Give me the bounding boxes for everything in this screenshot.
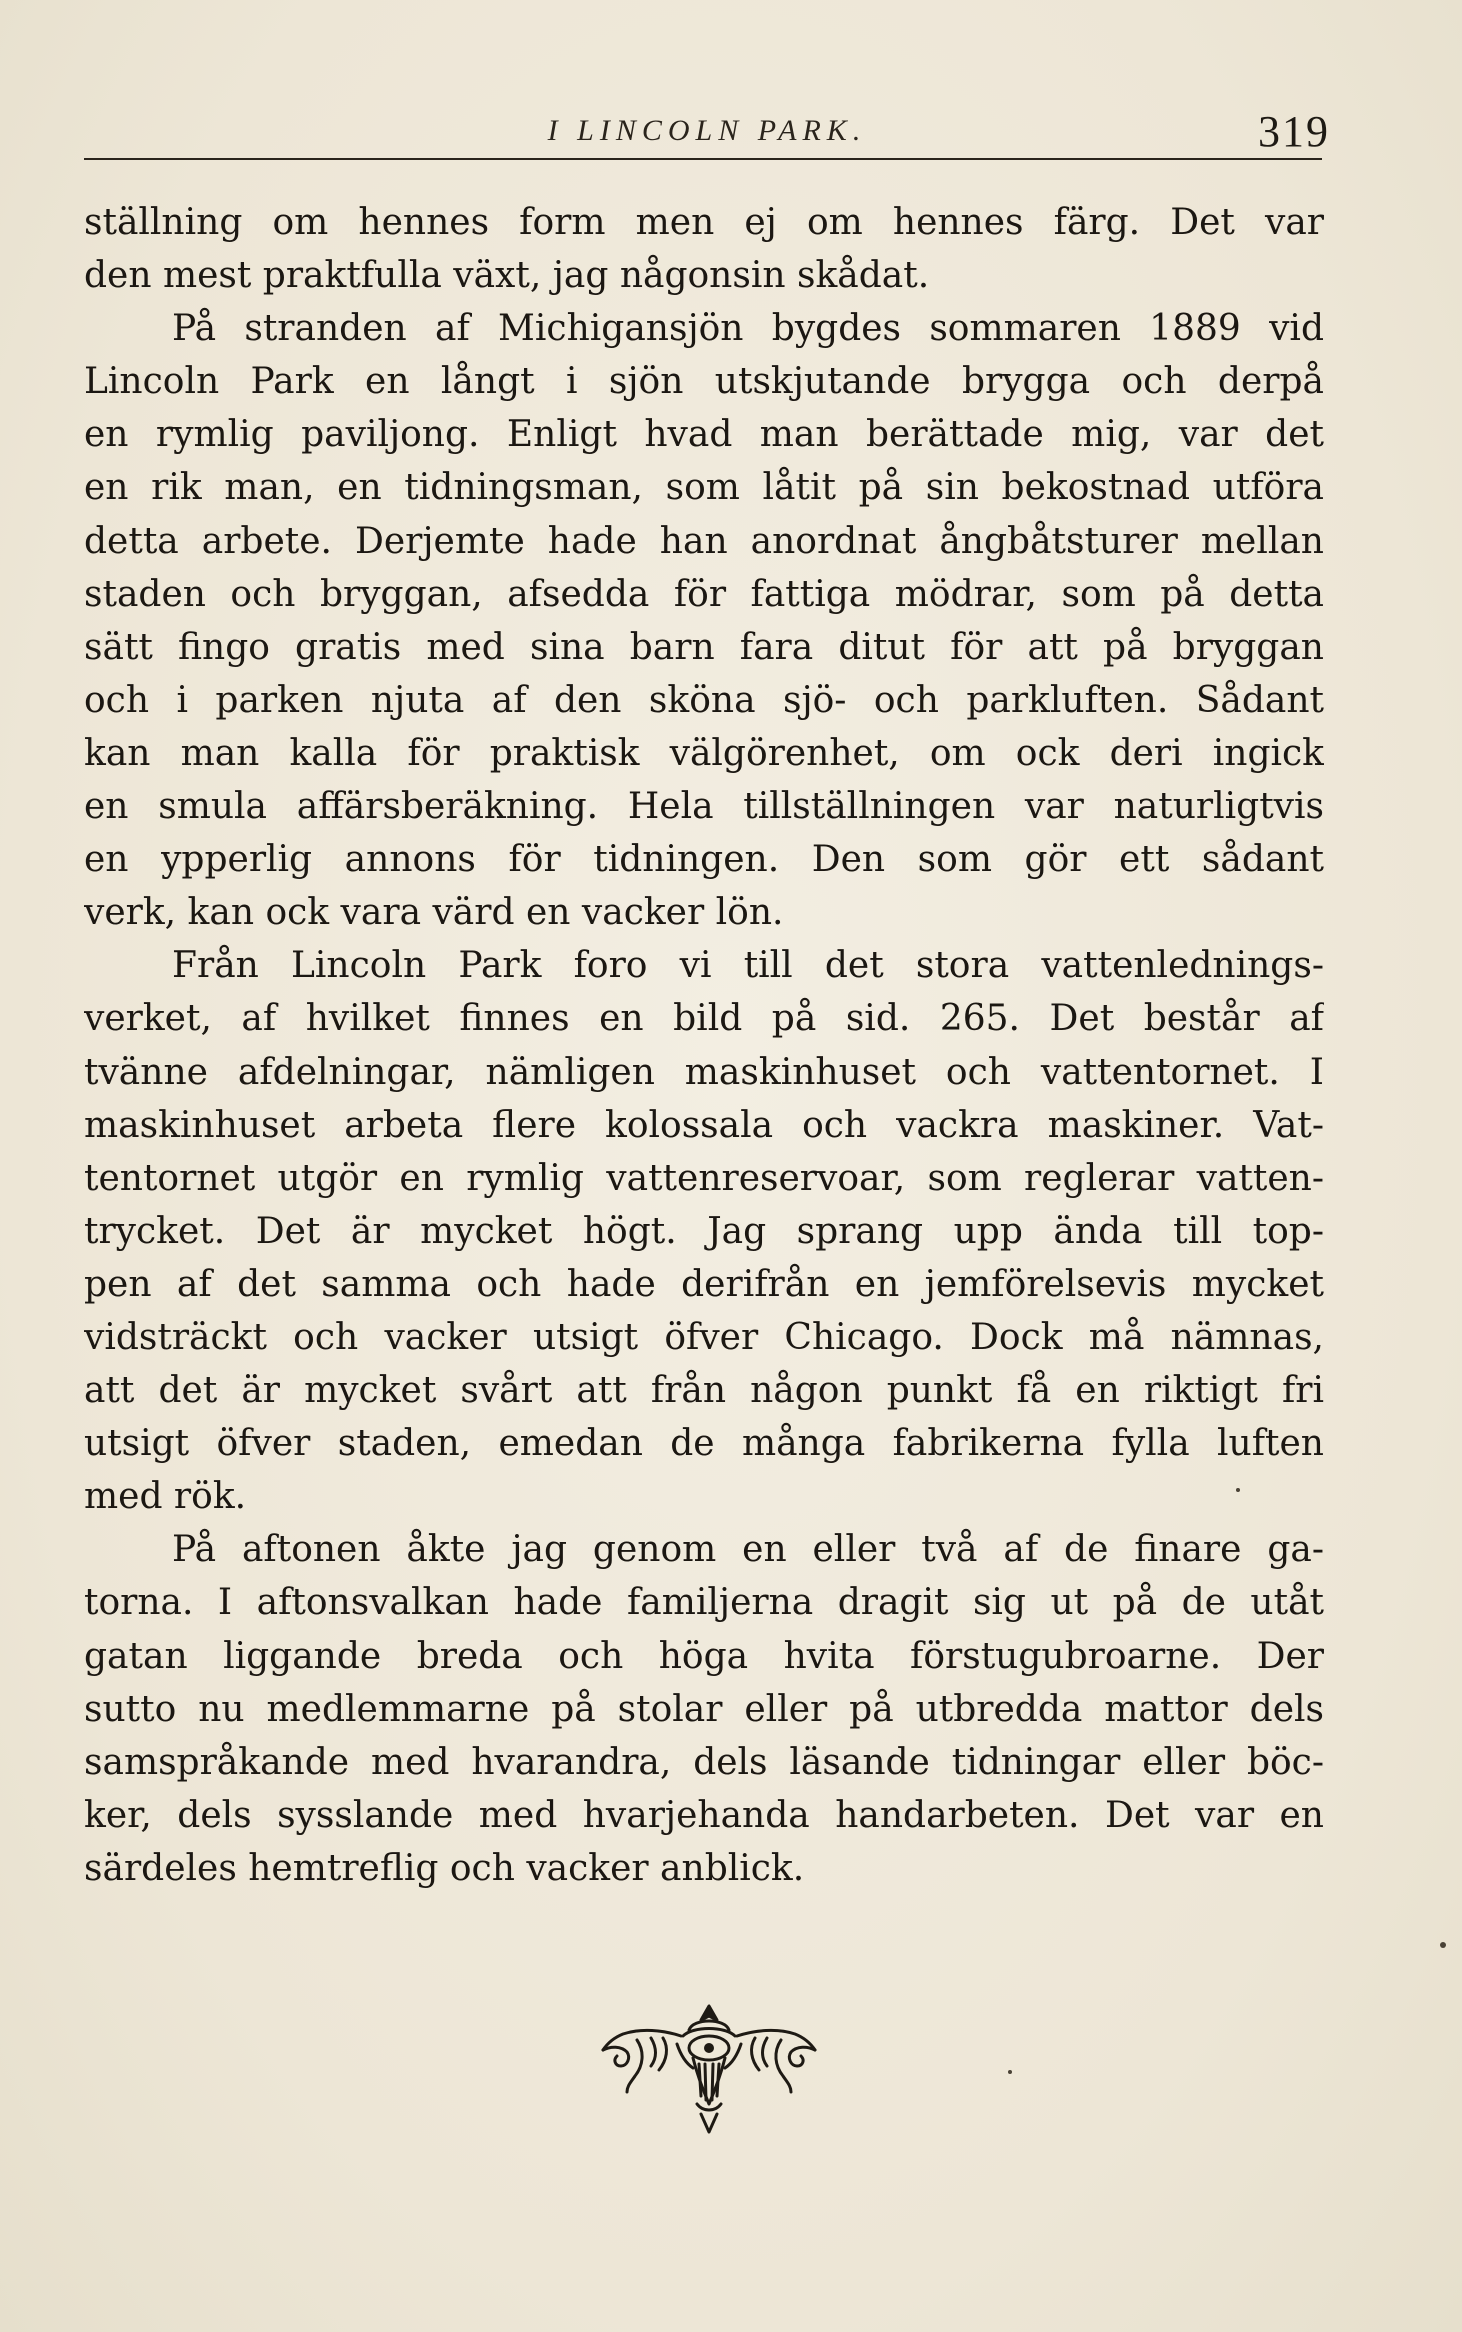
text-line: Lincoln Park en långt i sjön utskjutande brygga och derpå <box>84 361 1324 403</box>
text-line: tvänne afdelningar, nämligen maskinhuset och vattentornet. I <box>84 1051 1324 1093</box>
text-line: och i parken njuta af den sköna sjö- och parkluften. Sådant <box>84 679 1324 721</box>
page-number: 319 <box>1258 107 1330 156</box>
text-line: staden och bryggan, afsedda för fattiga mödrar, som på detta <box>84 573 1324 615</box>
text-line: utsigt öfver staden, emedan de många fabrikerna fylla luften <box>84 1423 1324 1465</box>
text-line: gatan liggande breda och höga hvita förstugubroarne. Der <box>84 1635 1324 1677</box>
paper-speck <box>1440 1942 1446 1948</box>
text-line: trycket. Det är mycket högt. Jag sprang upp ända till top- <box>84 1210 1324 1252</box>
text-line: sätt fingo gratis med sina barn fara ditut för att på bryggan <box>84 626 1324 668</box>
running-head <box>84 104 1330 160</box>
text-line: På stranden af Michigansjön bygdes sommaren 1889 vid <box>172 308 1324 350</box>
text-line: maskinhuset arbeta flere kolossala och vackra maskiner. Vat- <box>84 1104 1324 1146</box>
text-line: sutto nu medlemmarne på stolar eller på utbredda mattor dels <box>84 1688 1324 1730</box>
text-line: en rymlig paviljong. Enligt hvad man berättade mig, var det <box>84 414 1324 456</box>
text-line: en smula affärsberäkning. Hela tillställningen var naturligtvis <box>84 786 1324 828</box>
header-rule <box>84 158 1322 160</box>
running-title: I LINCOLN PARK. <box>547 114 867 147</box>
text-line: verket, af hvilket finnes en bild på sid. 265. Det består af <box>84 998 1324 1040</box>
text-line: en rik man, en tidningsman, som låtit på sin bekostnad utföra <box>84 467 1324 509</box>
text-line: ställning om hennes form men ej om hennes färg. Det var <box>84 202 1324 243</box>
text-line: detta arbete. Derjemte hade han anordnat ångbåtsturer mellan <box>84 520 1324 562</box>
text-line: På aftonen åkte jag genom en eller två af de finare ga- <box>172 1529 1324 1571</box>
body-text <box>84 196 1324 1895</box>
text-line: vidsträckt och vacker utsigt öfver Chicago. Dock må nämnas, <box>84 1316 1324 1358</box>
decorative-ornament-icon <box>593 2000 825 2138</box>
text-line: samspråkande med hvarandra, dels läsande tidningar eller böc- <box>84 1741 1324 1783</box>
text-line: den mest praktfulla växt, jag någonsin skådat. <box>84 255 930 297</box>
text-line: kan man kalla för praktisk välgörenhet, om ock deri ingick <box>84 732 1324 774</box>
paper-speck <box>1008 2070 1012 2074</box>
text-line: ker, dels sysslande med hvarjehanda handarbeten. Det var en <box>84 1794 1324 1836</box>
text-line: en ypperlig annons för tidningen. Den som gör ett sådant <box>84 839 1324 881</box>
text-line: med rök. <box>84 1476 247 1518</box>
paper-speck <box>1236 1488 1240 1492</box>
text-line: tentornet utgör en rymlig vattenreservoar, som reglerar vatten- <box>84 1157 1324 1199</box>
text-line: särdeles hemtreflig och vacker anblick. <box>84 1847 805 1889</box>
text-line: att det är mycket svårt att från någon punkt få en riktigt fri <box>84 1370 1324 1412</box>
text-line: Från Lincoln Park foro vi till det stora vattenlednings- <box>172 945 1324 987</box>
text-line: pen af det samma och hade derifrån en jemförelsevis mycket <box>84 1263 1324 1305</box>
text-line: torna. I aftonsvalkan hade familjerna dragit sig ut på de utåt <box>84 1582 1324 1624</box>
text-line: verk, kan ock vara värd en vacker lön. <box>84 892 784 934</box>
